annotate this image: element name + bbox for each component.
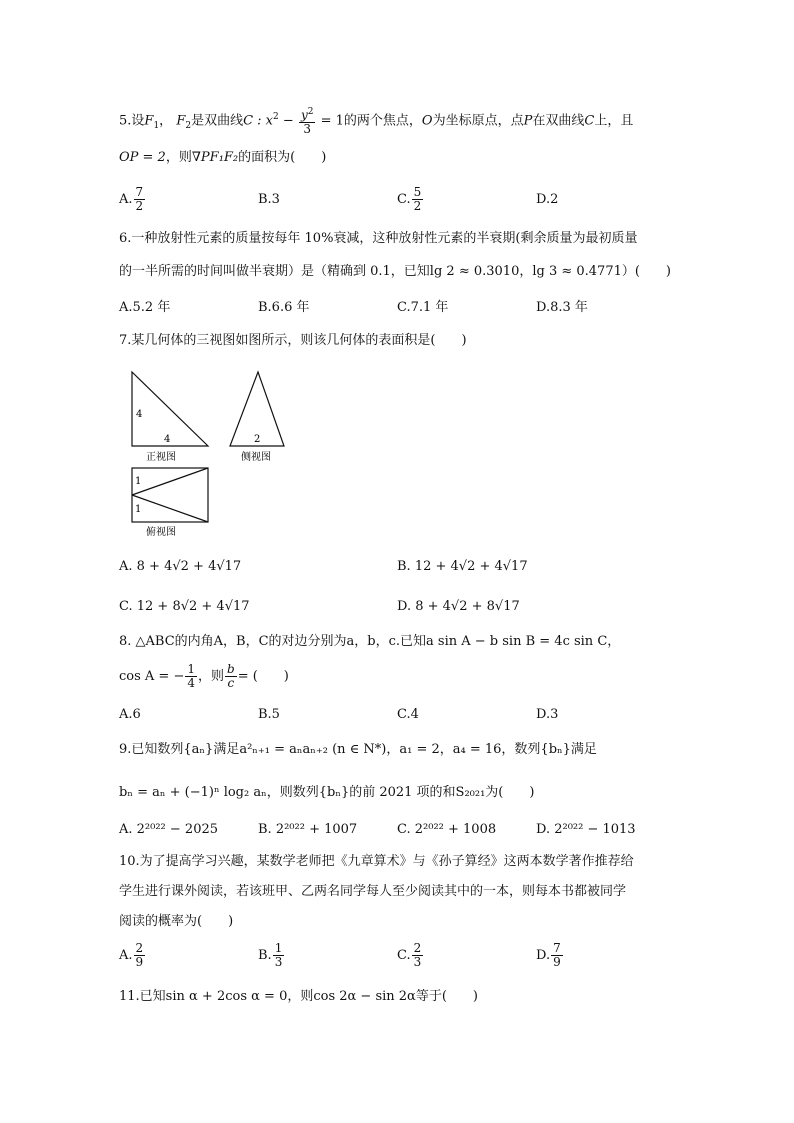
frac-den: c bbox=[227, 676, 235, 690]
q10-option-c[interactable] bbox=[397, 942, 424, 969]
q5-frac-exp: 2 bbox=[307, 107, 314, 117]
top-dim-1: 1 bbox=[135, 476, 142, 487]
q6-option-d[interactable]: D.8.3 年 bbox=[536, 300, 588, 315]
q10-line2: 学生进行课外阅读，若该班甲、乙两名同学每人至少阅读其中的一本，则每本书都被同学 bbox=[119, 884, 627, 899]
q5-f2: F bbox=[176, 113, 186, 129]
side-view-label: 侧视图 bbox=[241, 452, 271, 463]
q7-option-a[interactable]: A. 8 + 4√2 + 4√17 bbox=[119, 559, 242, 574]
q6-option-c[interactable]: C.7.1 年 bbox=[397, 300, 449, 315]
q5-op: OP = 2 bbox=[119, 150, 166, 165]
q10-option-d[interactable] bbox=[536, 942, 564, 969]
frac-num: 2 bbox=[413, 941, 422, 955]
q7-option-c[interactable]: C. 12 + 8√2 + 4√17 bbox=[119, 599, 250, 614]
q5-text: 的面积为( ) bbox=[238, 150, 327, 165]
q5-frac-num: y bbox=[300, 108, 308, 122]
front-view-label: 正视图 bbox=[146, 452, 176, 463]
q5-text: 在双曲线 bbox=[532, 113, 585, 129]
q8-text: = ( ) bbox=[237, 669, 289, 684]
q10-line1: 10.为了提高学习兴趣，某数学老师把《九章算术》与《孙子算经》这两本数学著作推荐给 bbox=[119, 854, 634, 869]
q6-option-b[interactable]: B.6.6 年 bbox=[258, 300, 310, 315]
option-frac bbox=[134, 186, 146, 213]
option-frac bbox=[551, 942, 563, 969]
q5-f1: F bbox=[144, 113, 154, 129]
frac-den: 2 bbox=[135, 199, 144, 213]
option-label: D. bbox=[536, 948, 551, 963]
three-view-figure bbox=[120, 362, 290, 542]
q5-line2 bbox=[119, 148, 326, 168]
frac-num: 7 bbox=[135, 185, 144, 199]
q5-y2-over-3 bbox=[299, 106, 316, 136]
option-label: C. bbox=[397, 192, 411, 207]
q9-option-d[interactable]: D. 2²⁰²² − 1013 bbox=[536, 822, 636, 837]
q5-option-a[interactable] bbox=[119, 186, 146, 213]
q7-option-d[interactable]: D. 8 + 4√2 + 8√17 bbox=[397, 599, 520, 614]
q5-curve: C : x bbox=[243, 113, 274, 129]
q9-option-a[interactable]: A. 2²⁰²² − 2025 bbox=[119, 822, 219, 837]
front-base-label: 4 bbox=[164, 434, 171, 445]
q5-triangle: ∇PF₁F₂ bbox=[191, 150, 239, 165]
q9-option-b[interactable]: B. 2²⁰²² + 1007 bbox=[258, 822, 358, 837]
top-view-diag-2 bbox=[132, 495, 208, 522]
option-frac bbox=[412, 186, 424, 213]
q5-option-c[interactable] bbox=[397, 186, 424, 213]
q5-line1: 5.设$F_1$， $F_2$是双曲线C : $x^2$ − $\frac{y^2}{3}$ = 1的两个焦点，O为坐标原点，点P在双曲线C上，且 bbox=[119, 107, 634, 136]
q10-line3: 阅读的概率为( ) bbox=[119, 914, 234, 929]
option-frac bbox=[412, 942, 424, 969]
frac-num: 2 bbox=[135, 941, 144, 955]
q8-cos: cos A = − bbox=[119, 669, 185, 684]
q8-text: ，则 bbox=[198, 669, 225, 684]
q5-o: O bbox=[421, 113, 433, 129]
q8-line2 bbox=[119, 663, 289, 690]
q5-text: ，则 bbox=[165, 150, 192, 165]
frac-num: 7 bbox=[553, 941, 561, 955]
frac-num: b bbox=[227, 662, 235, 676]
q8-option-c[interactable]: C.4 bbox=[397, 707, 419, 722]
q5-text: 的两个焦点， bbox=[343, 113, 422, 129]
q5-text: 5.设 bbox=[119, 113, 145, 129]
side-base-label: 2 bbox=[254, 434, 261, 445]
q5-eq: = 1 bbox=[316, 113, 344, 129]
q9-line2: bₙ = aₙ + (−1)ⁿ log₂ aₙ，则数列{bₙ}的前 2021 项的和S₂₀₂₁为( ) bbox=[119, 785, 535, 800]
frac-den: 3 bbox=[274, 955, 283, 969]
q8-option-d[interactable]: D.3 bbox=[536, 707, 559, 722]
option-label: C. bbox=[397, 948, 411, 963]
frac-num: 5 bbox=[413, 185, 422, 199]
frac-den: 9 bbox=[553, 955, 561, 969]
top-view-rect bbox=[132, 468, 208, 522]
q9-line1: 9.已知数列{aₙ}满足a²ₙ₊₁ = aₙaₙ₊₂ (n ∈ N*)，a₁ = 2，a₄ = 16，数列{bₙ}满足 bbox=[119, 742, 597, 757]
q5-exp: 2 bbox=[273, 112, 279, 123]
q7-line1: 7.某几何体的三视图如图所示，则该几何体的表面积是( ) bbox=[119, 333, 467, 348]
q11-line1: 11.已知sin α + 2cos α = 0，则cos 2α − sin 2α等于( ) bbox=[119, 989, 478, 1004]
q7-option-b[interactable]: B. 12 + 4√2 + 4√17 bbox=[397, 559, 528, 574]
q5-f1-sub: 1 bbox=[153, 121, 160, 132]
q5-f2-sub: 2 bbox=[185, 121, 192, 132]
top-view-label: 俯视图 bbox=[146, 527, 176, 538]
q8-option-b[interactable]: B.5 bbox=[258, 707, 280, 722]
q9-option-c[interactable]: C. 2²⁰²² + 1008 bbox=[397, 822, 497, 837]
frac-den: 2 bbox=[413, 199, 422, 213]
option-frac bbox=[134, 942, 146, 969]
option-label: A. bbox=[119, 192, 133, 207]
q8-option-a[interactable]: A.6 bbox=[119, 707, 141, 722]
option-frac bbox=[273, 942, 285, 969]
q5-text: 为坐标原点，点 bbox=[432, 113, 524, 129]
top-view-diag-1 bbox=[132, 468, 208, 495]
q5-minus: − bbox=[278, 113, 298, 129]
frac-den: 4 bbox=[187, 676, 195, 690]
q6-line1: 6.一种放射性元素的质量按每年 10%衰减，这种放射性元素的半衰期(剩余质量为最初质量 bbox=[119, 231, 638, 246]
q5-text: 上，且 bbox=[594, 113, 634, 129]
q5-p: P bbox=[523, 113, 533, 129]
option-label: A. bbox=[119, 948, 133, 963]
q8-b-over-c bbox=[225, 663, 237, 690]
frac-den: 3 bbox=[413, 955, 422, 969]
q5-option-b[interactable]: B.3 bbox=[258, 192, 280, 207]
top-dim-2: 1 bbox=[135, 504, 142, 515]
q10-option-a[interactable] bbox=[119, 942, 146, 969]
q6-line2: 的一半所需的时间叫做半衰期）是（精确到 0.1，已知lg 2 ≈ 0.3010，lg 3 ≈ 0.4771）( ) bbox=[119, 264, 672, 279]
q5-c: C bbox=[584, 113, 595, 129]
q5-option-d[interactable]: D.2 bbox=[536, 192, 559, 207]
q5-text: 是双曲线 bbox=[191, 113, 244, 129]
frac-num: 1 bbox=[187, 662, 195, 676]
q8-frac bbox=[185, 663, 197, 690]
q10-option-b[interactable] bbox=[258, 942, 285, 969]
q8-line1: 8. △ABC的内角A，B，C的对边分别为a，b，c.已知a sin A − b sin B = 4c sin C， bbox=[119, 634, 621, 649]
q5-frac-den: 3 bbox=[303, 122, 312, 136]
frac-den: 9 bbox=[135, 955, 144, 969]
q6-option-a[interactable]: A.5.2 年 bbox=[119, 300, 171, 315]
option-label: B. bbox=[258, 948, 272, 963]
frac-num: 1 bbox=[274, 941, 283, 955]
front-height-label: 4 bbox=[136, 409, 143, 420]
